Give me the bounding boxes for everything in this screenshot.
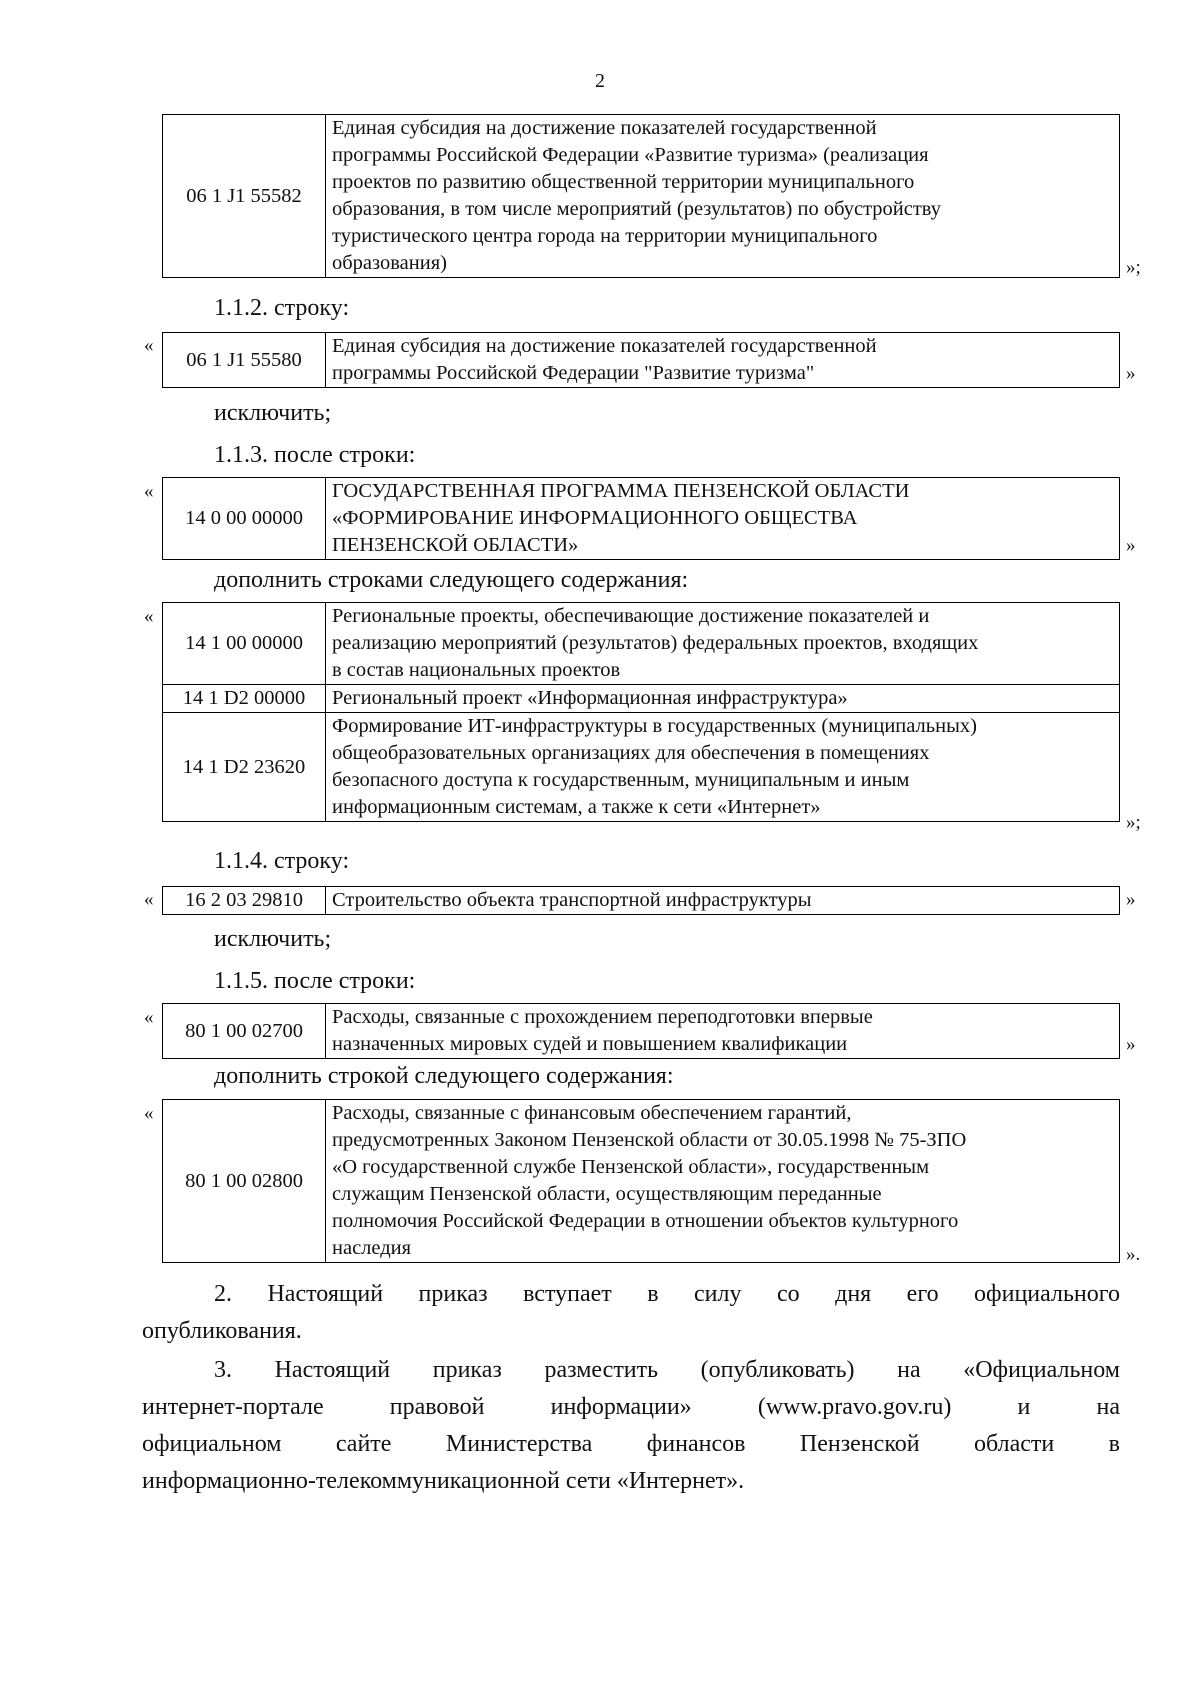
description-line: Строительство объекта транспортной инфраструктуры bbox=[332, 889, 812, 911]
budget-code: 14 0 00 00000 bbox=[163, 478, 326, 560]
budget-code: 14 1 D2 23620 bbox=[163, 713, 326, 822]
table-row bbox=[163, 603, 1120, 685]
paragraph-3-line: информационно-телекоммуникационной сети «Интернет». bbox=[142, 1468, 745, 1494]
open-quote: « bbox=[144, 481, 154, 502]
budget-code: 14 1 D2 00000 bbox=[163, 685, 326, 713]
budget-description bbox=[326, 333, 1120, 388]
budget-description bbox=[326, 115, 1120, 278]
exclude-text-2: исключить; bbox=[214, 926, 332, 952]
close-quote: » bbox=[1126, 1034, 1136, 1055]
code-table-added-row bbox=[162, 1099, 1120, 1263]
description-line: полномочия Российской Федерации в отношении объектов культурного bbox=[332, 1210, 959, 1232]
table-row bbox=[163, 685, 1120, 713]
description-line: ПЕНЗЕНСКОЙ ОБЛАСТИ» bbox=[332, 534, 579, 556]
table-row bbox=[163, 713, 1120, 822]
description-line: предусмотренных Законом Пензенской области от 30.05.1998 № 75-ЗПО bbox=[332, 1129, 967, 1151]
code-table-added-rows bbox=[162, 602, 1120, 822]
description-line: общеобразовательных организациях для обеспечения в помещениях bbox=[332, 742, 930, 764]
description-line: ГОСУДАРСТВЕННАЯ ПРОГРАММА ПЕНЗЕНСКОЙ ОБЛАСТИ bbox=[332, 480, 910, 502]
description-line: программы Российской Федерации "Развитие туризма" bbox=[332, 362, 815, 384]
description-line: Единая субсидия на достижение показателей государственной bbox=[332, 335, 877, 357]
heading-1-1-3: 1.1.3. после строки: bbox=[214, 442, 416, 468]
add-rows-text: дополнить строками следующего содержания: bbox=[214, 567, 689, 593]
budget-description bbox=[326, 887, 1120, 915]
code-table-continued bbox=[162, 114, 1120, 278]
exclude-text-1: исключить; bbox=[214, 400, 332, 426]
description-line: безопасного доступа к государственным, муниципальным и иным bbox=[332, 769, 910, 791]
description-line: «О государственной службе Пензенской области», государственным bbox=[332, 1156, 930, 1178]
budget-description bbox=[326, 685, 1120, 713]
open-quote: « bbox=[144, 606, 154, 627]
budget-code: 80 1 00 02800 bbox=[163, 1100, 326, 1263]
paragraph-3-line: интернет-портале правовой информации» (www.pravo.gov.ru) и на bbox=[142, 1394, 1120, 1420]
paragraph-2 bbox=[142, 1276, 1120, 1350]
description-line: реализацию мероприятий (результатов) федеральных проектов, входящих bbox=[332, 632, 979, 654]
open-quote: « bbox=[144, 889, 154, 910]
paragraph-3 bbox=[142, 1352, 1120, 1500]
close-quote: » bbox=[1126, 889, 1136, 910]
description-line: Формирование ИТ-инфраструктуры в государственных (муниципальных) bbox=[332, 715, 977, 737]
budget-description bbox=[326, 1100, 1120, 1263]
close-quote: »; bbox=[1126, 257, 1141, 278]
table-row bbox=[163, 333, 1120, 388]
table-row bbox=[163, 887, 1120, 915]
table-row bbox=[163, 478, 1120, 560]
table-row bbox=[163, 1004, 1120, 1059]
close-quote: ». bbox=[1126, 1244, 1141, 1265]
budget-description bbox=[326, 713, 1120, 822]
page-number: 2 bbox=[595, 70, 605, 92]
description-line: образования, в том числе мероприятий (результатов) по обустройству bbox=[332, 198, 942, 220]
open-quote: « bbox=[144, 1007, 154, 1028]
heading-1-1-4: 1.1.4. строку: bbox=[214, 848, 350, 874]
add-row-text: дополнить строкой следующего содержания: bbox=[214, 1063, 674, 1089]
budget-code: 16 2 03 29810 bbox=[163, 887, 326, 915]
open-quote: « bbox=[144, 335, 154, 356]
budget-code: 80 1 00 02700 bbox=[163, 1004, 326, 1059]
heading-1-1-2: 1.1.2. строку: bbox=[214, 295, 350, 321]
code-table-excluded-2 bbox=[162, 886, 1120, 915]
paragraph-2-line: 2. Настоящий приказ вступает в силу со дня его официального bbox=[214, 1281, 1120, 1307]
description-line: Расходы, связанные с финансовым обеспечением гарантий, bbox=[332, 1102, 852, 1124]
paragraph-2-line: опубликования. bbox=[142, 1318, 302, 1344]
description-line: туристического центра города на территории муниципального bbox=[332, 225, 878, 247]
description-line: программы Российской Федерации «Развитие туризма» (реализация bbox=[332, 144, 929, 166]
description-line: в состав национальных проектов bbox=[332, 659, 621, 681]
description-line: Региональный проект «Информационная инфраструктура» bbox=[332, 687, 848, 709]
close-quote: »; bbox=[1126, 812, 1141, 833]
description-line: назначенных мировых судей и повышением квалификации bbox=[332, 1033, 848, 1055]
description-line: Единая субсидия на достижение показателей государственной bbox=[332, 117, 877, 139]
budget-description bbox=[326, 478, 1120, 560]
close-quote: » bbox=[1126, 363, 1136, 384]
description-line: Региональные проекты, обеспечивающие достижение показателей и bbox=[332, 605, 930, 627]
description-line: Расходы, связанные с прохождением переподготовки впервые bbox=[332, 1006, 873, 1028]
description-line: информационным системам, а также к сети «Интернет» bbox=[332, 796, 821, 818]
code-table-excluded-1 bbox=[162, 332, 1120, 388]
open-quote: « bbox=[144, 1103, 154, 1124]
description-line: проектов по развитию общественной территории муниципального bbox=[332, 171, 915, 193]
table-row bbox=[163, 115, 1120, 278]
paragraph-3-line: официальном сайте Министерства финансов Пензенской области в bbox=[142, 1431, 1120, 1457]
description-line: образования) bbox=[332, 252, 447, 274]
description-line: наследия bbox=[332, 1237, 412, 1259]
budget-code: 06 1 J1 55582 bbox=[163, 115, 326, 278]
budget-description bbox=[326, 1004, 1120, 1059]
budget-code: 14 1 00 00000 bbox=[163, 603, 326, 685]
code-table-after-row-1 bbox=[162, 477, 1120, 560]
paragraph-3-line: 3. Настоящий приказ разместить (опубликовать) на «Официальном bbox=[214, 1357, 1120, 1383]
table-row bbox=[163, 1100, 1120, 1263]
close-quote: » bbox=[1126, 535, 1136, 556]
code-table-after-row-2 bbox=[162, 1003, 1120, 1059]
description-line: «ФОРМИРОВАНИЕ ИНФОРМАЦИОННОГО ОБЩЕСТВА bbox=[332, 507, 858, 529]
budget-code: 06 1 J1 55580 bbox=[163, 333, 326, 388]
description-line: служащим Пензенской области, осуществляющим переданные bbox=[332, 1183, 882, 1205]
heading-1-1-5: 1.1.5. после строки: bbox=[214, 968, 416, 994]
budget-description bbox=[326, 603, 1120, 685]
